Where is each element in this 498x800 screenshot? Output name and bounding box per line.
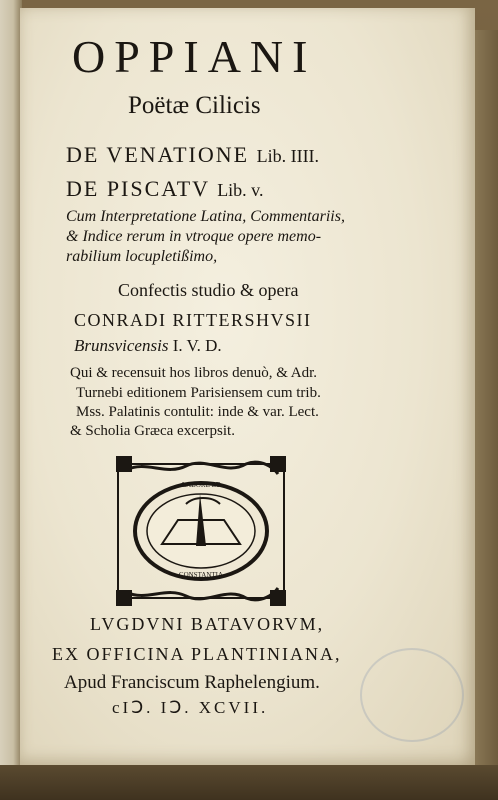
imprint-line-2: EX OFFICINA PLANTINIANA, bbox=[52, 644, 342, 664]
page-title: OPPIANI bbox=[72, 31, 317, 82]
italic-line-2: & Indice rerum in vtroque opere memo- bbox=[66, 228, 322, 245]
work-piscatu bbox=[66, 176, 264, 202]
degree-text: I. V. D. bbox=[172, 336, 222, 355]
work-venatione-title: DE VENATIONE bbox=[66, 142, 250, 167]
work-piscatu-title: DE PISCATV bbox=[66, 176, 210, 201]
italic-line-1: Cum Interpretatione Latina, Commentariis, bbox=[66, 208, 345, 225]
emblem-corner-top-right bbox=[270, 456, 286, 472]
note-line-1: Qui & recensuit hos libros denuò, & Adr. bbox=[70, 365, 318, 381]
origin-text: Brunsvicensis bbox=[74, 336, 169, 355]
work-venatione bbox=[66, 142, 319, 168]
imprint-line-1: LVGDVNI BATAVORVM, bbox=[90, 614, 325, 634]
note-line-3: Mss. Palatinis contulit: inde & var. Lect. bbox=[76, 404, 319, 420]
emblem-motto-bottom: CONSTANTIA bbox=[178, 571, 224, 579]
note-line-2: Turnebi editionem Parisiensem cum trib. bbox=[76, 385, 321, 401]
printer-device-emblem bbox=[116, 456, 286, 606]
italic-line-3: rabilium locupletißimo, bbox=[66, 248, 218, 265]
note-line-4: & Scholia Græca excerpsit. bbox=[70, 423, 235, 439]
work-venatione-lib: Lib. IIII. bbox=[256, 146, 320, 166]
title-page bbox=[20, 8, 475, 768]
imprint-line-3: Apud Franciscum Raphelengium. bbox=[64, 672, 320, 693]
subtitle: Poëtæ Cilicis bbox=[128, 92, 261, 119]
imprint-line-4: cIↃ. IↃ. XCVII. bbox=[112, 698, 269, 717]
work-piscatu-lib: Lib. v. bbox=[217, 180, 264, 200]
table-surface bbox=[0, 765, 498, 800]
library-stamp bbox=[360, 648, 464, 742]
author-origin bbox=[74, 336, 222, 356]
author-name: CONRADI RITTERSHVSII bbox=[74, 310, 312, 330]
book-cover-edge bbox=[472, 30, 498, 770]
emblem-corner-bottom-right bbox=[270, 590, 286, 606]
confectis-line: Confectis studio & opera bbox=[118, 280, 299, 300]
book-spine bbox=[0, 0, 22, 800]
emblem-corner-top-left bbox=[116, 456, 132, 472]
emblem-corner-bottom-left bbox=[116, 590, 132, 606]
emblem-motto-top: LABORE ET bbox=[181, 481, 221, 489]
